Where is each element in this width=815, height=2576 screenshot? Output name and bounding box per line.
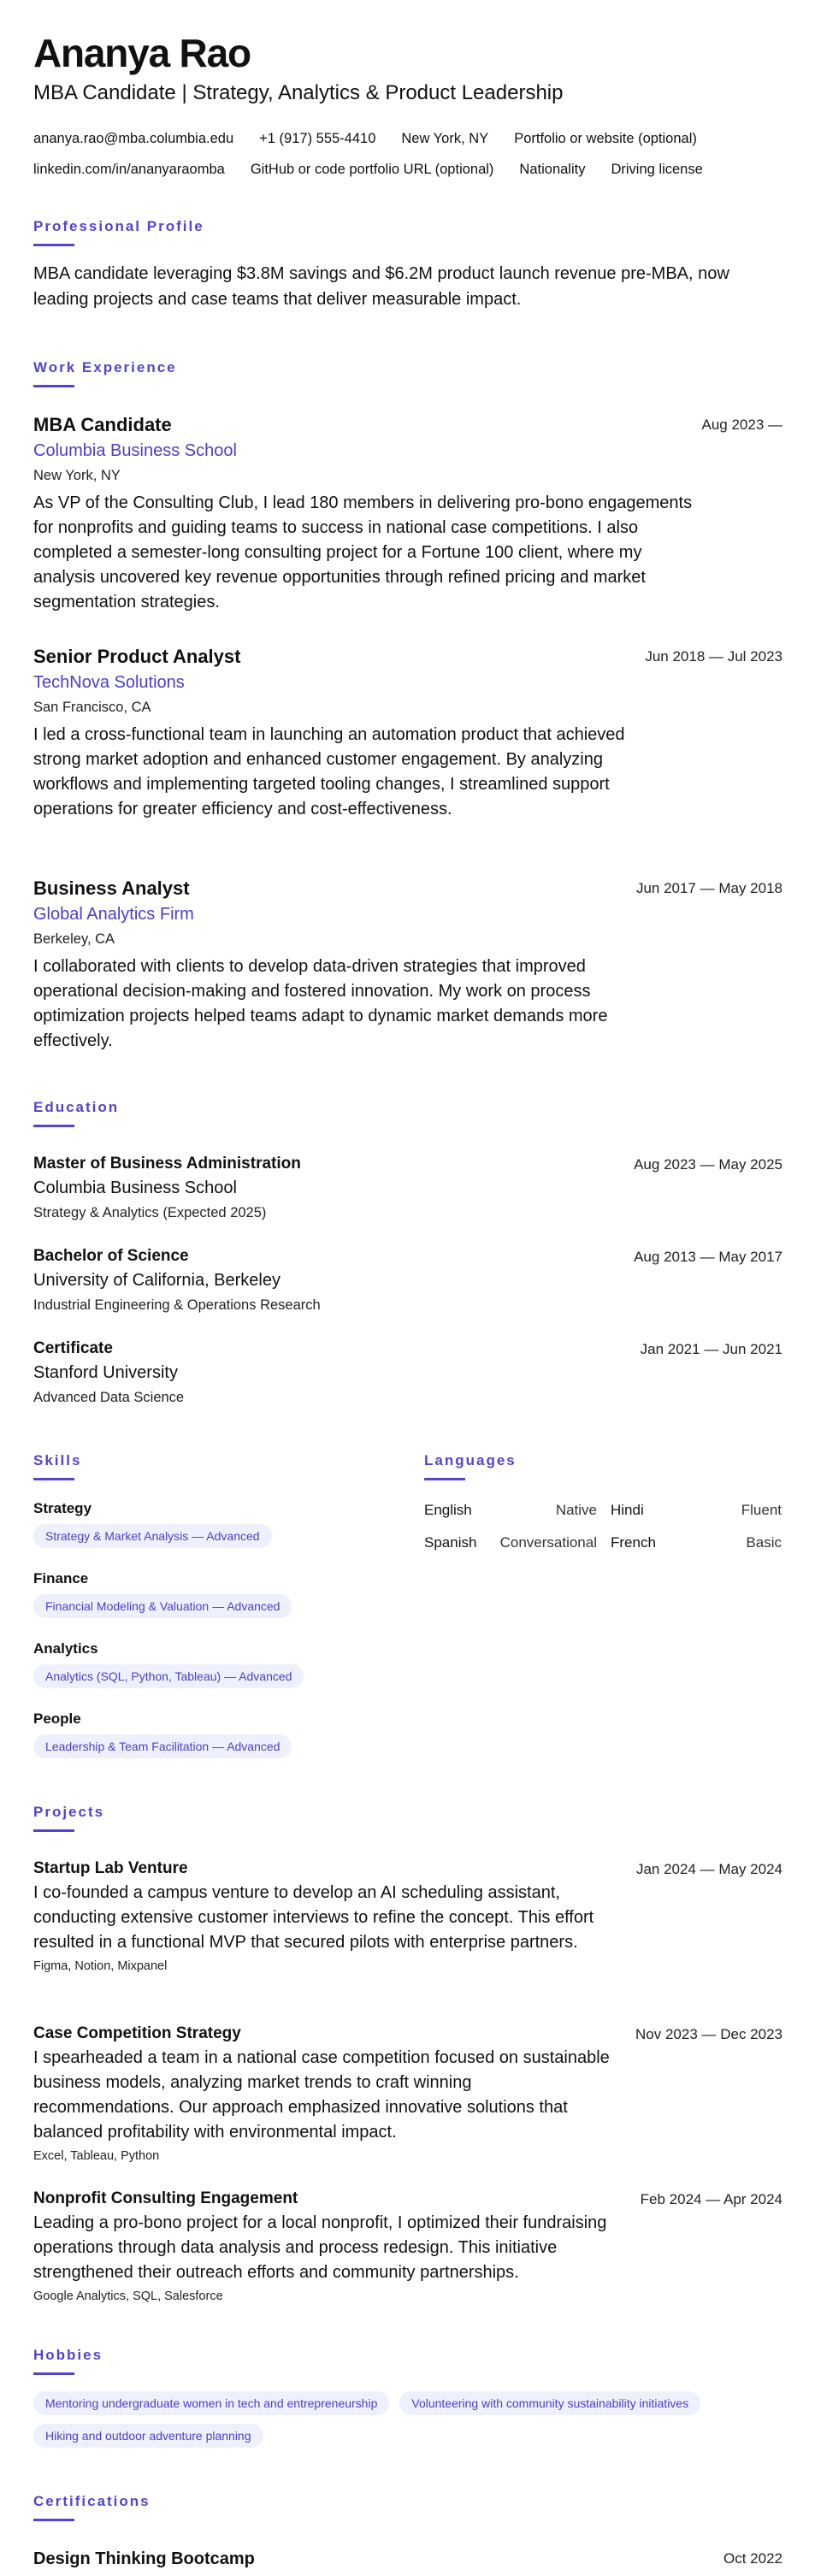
section-title-projects: Projects [33,1804,105,1820]
edu-field: Industrial Engineering & Operations Research [33,1297,321,1313]
skill-pill: Leadership & Team Facilitation — Advanced [33,1734,292,1758]
contact-portfolio[interactable]: Portfolio or website (optional) [514,131,697,146]
project-tools: Figma, Notion, Mixpanel [33,1959,168,1973]
certification-date: Oct 2022 [723,2550,783,2567]
project-title: Nonprofit Consulting Engagement [33,2189,298,2207]
education-item [33,1337,783,1409]
section-title-languages: Languages [424,1452,517,1468]
section-rule [33,1829,74,1832]
edu-degree: Bachelor of Science [33,1247,189,1265]
contact-location: New York, NY [401,131,489,146]
language-level: Conversational [499,1534,597,1551]
job-location: New York, NY [33,468,121,483]
language-name: English [424,1502,472,1518]
hobby-pill: Volunteering with community sustainability initiatives [399,2391,700,2415]
project-description: Leading a pro-bono project for a local nonprofit, I optimized their fundraising operations through data analysis and process redesign. This initiative strengthened their outreach efforts and community partnerships. [33,2213,607,2282]
project-item [33,2187,783,2307]
section-rule [33,244,74,246]
section-rule [33,2372,74,2375]
skill-category: Analytics [33,1640,98,1657]
language-level: Basic [746,1534,782,1551]
project-description: I spearheaded a team in a national case competition focused on sustainable business models, analyzing market trends to craft winning recommendations. Our approach emphasized innovative solutions that balanced profitability with environmental impact. [33,2048,610,2142]
edu-school: University of California, Berkeley [33,1271,281,1290]
job-dates: Aug 2023 — [701,417,783,433]
certification-item [33,2547,783,2571]
language-name: Spanish [424,1534,477,1551]
skill-group [33,1498,410,1548]
experience-item [33,644,783,822]
hobby-list [33,2424,783,2448]
contact-linkedin[interactable]: linkedin.com/in/ananyaraomba [33,162,225,177]
project-tools: Excel, Tableau, Python [33,2149,160,2163]
job-company: TechNova Solutions [33,673,185,692]
candidate-tagline: MBA Candidate | Strategy, Analytics & Product Leadership [33,81,564,104]
job-description: I led a cross-functional team in launching an automation product that achieved strong market adoption and enhanced customer engagement. By analyzing workflows and implementing targeted tooling changes, I streamlined support operations for greater efficiency and cost-effectiveness. [33,725,625,818]
section-rule [33,1125,74,1127]
job-location: Berkeley, CA [33,931,115,947]
section-title-education: Education [33,1099,120,1115]
hobby-pill: Hiking and outdoor adventure planning [33,2424,263,2448]
edu-school: Columbia Business School [33,1179,237,1197]
certification-name: Design Thinking Bootcamp [33,2549,255,2568]
project-item [33,1857,783,1977]
language-name: Hindi [611,1502,644,1518]
section-title-hobbies: Hobbies [33,2347,103,2363]
job-company: Global Analytics Firm [33,905,194,924]
job-dates: Jun 2018 — Jul 2023 [645,648,783,665]
edu-dates: Jan 2021 — Jun 2021 [640,1341,783,1357]
edu-field: Strategy & Analytics (Expected 2025) [33,1205,267,1220]
experience-item [33,876,783,1054]
contact-github[interactable]: GitHub or code portfolio URL (optional) [250,162,494,177]
contact-list [33,123,786,185]
candidate-name: Ananya Rao [33,31,251,75]
job-location: San Francisco, CA [33,700,151,715]
section-rule [424,1478,465,1480]
contact-nationality: Nationality [519,162,586,177]
profile-summary: MBA candidate leveraging $3.8M savings and $6.2M product launch revenue pre-MBA, now leading projects and case teams that deliver measurable impact. [33,264,729,309]
skill-group [33,1569,410,1618]
project-dates: Nov 2023 — Dec 2023 [635,2026,783,2042]
project-dates: Jan 2024 — May 2024 [635,1861,783,1877]
skill-group [33,1709,410,1758]
language-level: Native [555,1502,597,1518]
section-title-experience: Work Experience [33,359,177,375]
project-dates: Feb 2024 — Apr 2024 [640,2191,783,2207]
edu-degree: Certificate [33,1339,113,1357]
language-level: Fluent [741,1502,782,1518]
contact-phone[interactable]: +1 (917) 555-4410 [259,131,376,146]
skill-pill: Analytics (SQL, Python, Tableau) — Advanced [33,1664,304,1688]
skill-pill: Strategy & Market Analysis — Advanced [33,1524,272,1548]
section-rule [33,1478,74,1480]
project-description: I co-founded a campus venture to develop an AI scheduling assistant, conducting extensive customer interviews to refine the concept. This effort resulted in a functional MVP that secured pilots with enterprise partners. [33,1883,594,1952]
job-company: Columbia Business School [33,441,237,460]
section-title-skills: Skills [33,1452,82,1468]
edu-school: Stanford University [33,1363,178,1382]
edu-dates: Aug 2013 — May 2017 [634,1249,783,1265]
project-title: Startup Lab Venture [33,1859,188,1877]
edu-field: Advanced Data Science [33,1390,185,1405]
skill-category: Strategy [33,1500,92,1516]
job-title: Business Analyst [33,877,190,899]
contact-email[interactable]: ananya.rao@mba.columbia.edu [33,131,234,146]
project-tools: Google Analytics, SQL, Salesforce [33,2289,223,2303]
job-title: Senior Product Analyst [33,646,241,667]
hobby-pill: Mentoring undergraduate women in tech and entrepreneurship [33,2391,389,2415]
skill-category: People [33,1710,81,1727]
section-rule [33,385,74,387]
edu-degree: Master of Business Administration [33,1155,301,1173]
job-description: I collaborated with clients to develop data-driven strategies that improved operational decision-making and fostered innovation. My work on process optimization projects helped teams adapt to dynamic market demands more effectively. [33,957,608,1050]
job-title: MBA Candidate [33,414,172,435]
section-title-profile: Professional Profile [33,218,204,234]
skill-category: Finance [33,1570,89,1586]
skill-group [33,1639,410,1688]
hobby-list [33,2391,783,2415]
section-title-certifications: Certifications [33,2493,151,2509]
project-item [33,2022,783,2167]
job-dates: Jun 2017 — May 2018 [635,880,783,896]
skill-pill: Financial Modeling & Valuation — Advanced [33,1594,292,1618]
experience-item [33,412,783,615]
project-title: Case Competition Strategy [33,2024,241,2042]
education-item [33,1244,783,1317]
education-item [33,1152,783,1225]
section-rule [33,2519,74,2521]
job-description: As VP of the Consulting Club, I lead 180 members in delivering pro-bono engagements for nonprofits and guiding teams to success in national case competitions. I also completed a semester-long consulting project for a Fortune 100 client, where my analysis uncovered key revenue opportunities through refined pricing and market segmentation strategies. [33,493,693,612]
edu-dates: Aug 2023 — May 2025 [634,1156,783,1173]
language-name: French [611,1534,656,1551]
contact-driving-license: Driving license [611,162,703,177]
